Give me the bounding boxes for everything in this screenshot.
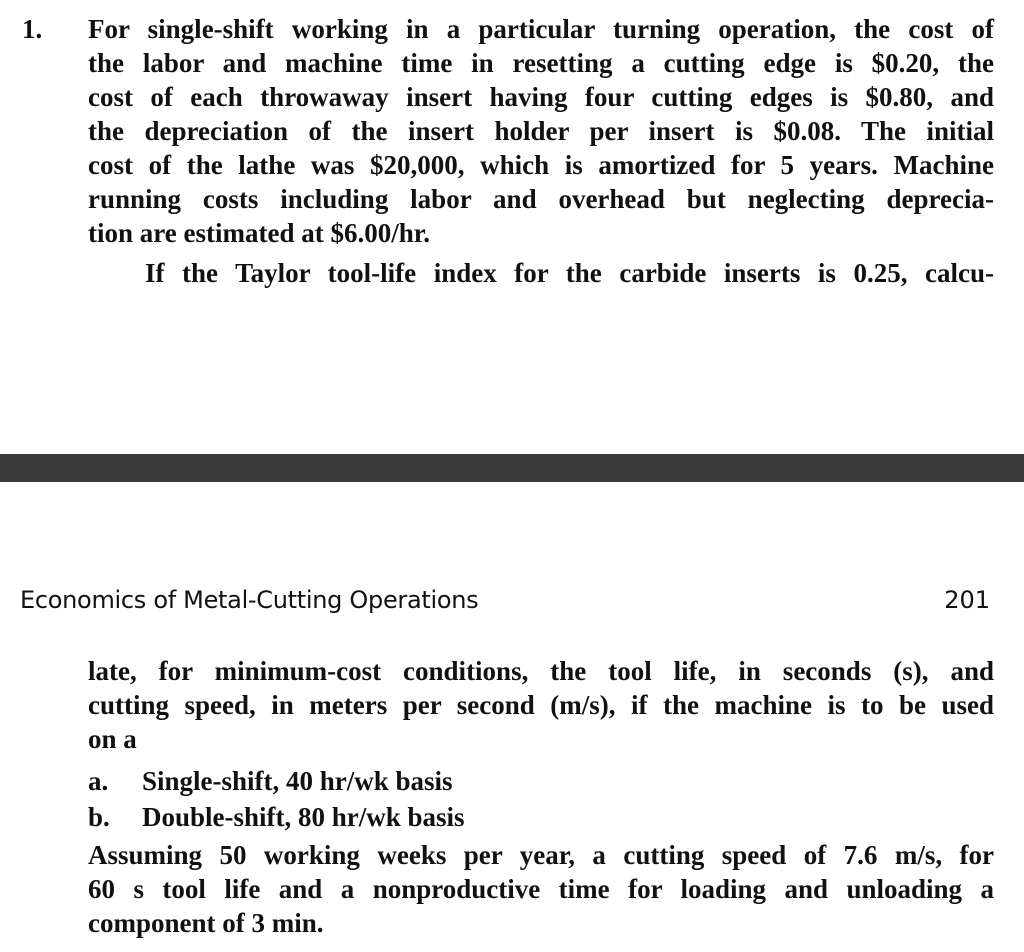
continuation-text-line: component of 3 min. <box>88 908 324 938</box>
continuation-text-line: Assuming 50 working weeks per year, a cutting speed of 7.6 m/s, for <box>88 840 994 870</box>
problem-text-line: running costs including labor and overhead but neglecting deprecia- <box>88 184 994 214</box>
problem-text-line: the labor and machine time in resetting a cutting edge is $0.20, the <box>88 48 994 78</box>
page-break-bar <box>0 454 1024 482</box>
problem-text-line: tion are estimated at $6.00/hr. <box>88 218 430 248</box>
list-item-text: Single-shift, 40 hr/wk basis <box>142 766 453 796</box>
problem-text-line: For single-shift working in a particular turning operation, the cost of <box>88 14 994 44</box>
list-item-letter: b. <box>88 802 110 832</box>
list-item-text: Double-shift, 80 hr/wk basis <box>142 802 465 832</box>
running-head: Economics of Metal-Cutting Operations <box>20 586 479 614</box>
problem-text-line: cost of the lathe was $20,000, which is amortized for 5 years. Machine <box>88 150 994 180</box>
problem-paragraph-2-line: If the Taylor tool-life index for the carbide inserts is 0.25, calcu- <box>145 258 994 288</box>
continuation-text-line: on a <box>88 724 137 754</box>
problem-number: 1. <box>22 14 43 44</box>
continuation-text-line: cutting speed, in meters per second (m/s), if the machine is to be used <box>88 690 994 720</box>
continuation-text-line: late, for minimum-cost conditions, the tool life, in seconds (s), and <box>88 656 994 686</box>
problem-text-line: cost of each throwaway insert having four cutting edges is $0.80, and <box>88 82 994 112</box>
list-item-letter: a. <box>88 766 109 796</box>
continuation-text-line: 60 s tool life and a nonproductive time for loading and unloading a <box>88 874 994 904</box>
problem-text-line: the depreciation of the insert holder per insert is $0.08. The initial <box>88 116 994 146</box>
page-number: 201 <box>944 586 990 614</box>
